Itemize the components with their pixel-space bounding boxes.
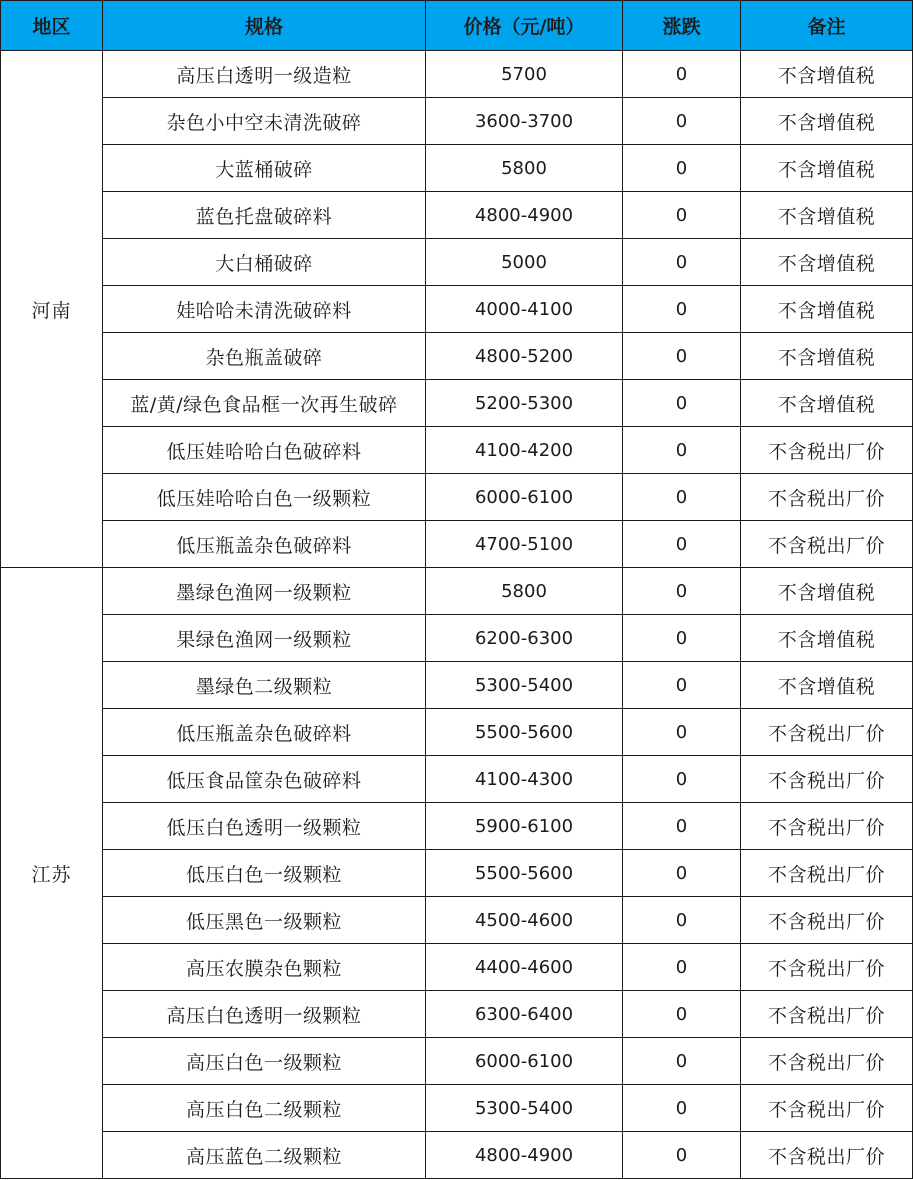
spec-cell: 高压白透明一级造粒 [103,51,426,98]
note-cell: 不含增值税 [741,662,913,709]
table-row [1,709,913,756]
price-cell: 5900-6100 [426,803,623,850]
spec-cell: 高压白色透明一级颗粒 [103,991,426,1038]
spec-cell: 果绿色渔网一级颗粒 [103,615,426,662]
note-cell: 不含增值税 [741,51,913,98]
note-cell: 不含增值税 [741,239,913,286]
note-cell: 不含税出厂价 [741,1085,913,1132]
note-cell: 不含税出厂价 [741,756,913,803]
price-cell: 5800 [426,568,623,615]
price-cell: 5800 [426,145,623,192]
price-cell: 5500-5600 [426,850,623,897]
table-row [1,897,913,944]
change-cell: 0 [623,709,741,756]
price-cell: 3600-3700 [426,98,623,145]
table-row [1,192,913,239]
price-cell: 4700-5100 [426,521,623,568]
price-cell: 6000-6100 [426,1038,623,1085]
price-cell: 4100-4200 [426,427,623,474]
note-cell: 不含税出厂价 [741,521,913,568]
spec-cell: 大蓝桶破碎 [103,145,426,192]
change-cell: 0 [623,615,741,662]
note-cell: 不含税出厂价 [741,1132,913,1179]
change-cell: 0 [623,192,741,239]
spec-cell: 娃哈哈未清洗破碎料 [103,286,426,333]
change-cell: 0 [623,1038,741,1085]
table-row [1,51,913,98]
change-cell: 0 [623,1085,741,1132]
spec-cell: 低压食品筐杂色破碎料 [103,756,426,803]
table-row [1,662,913,709]
change-cell: 0 [623,333,741,380]
change-cell: 0 [623,850,741,897]
spec-cell: 低压娃哈哈白色一级颗粒 [103,474,426,521]
spec-cell: 高压白色一级颗粒 [103,1038,426,1085]
region-cell: 河南 [1,51,103,568]
note-cell: 不含税出厂价 [741,850,913,897]
header-note: 备注 [741,1,913,51]
table-row [1,850,913,897]
table-row [1,615,913,662]
spec-cell: 高压农膜杂色颗粒 [103,944,426,991]
change-cell: 0 [623,380,741,427]
price-cell: 4800-4900 [426,192,623,239]
spec-cell: 高压白色二级颗粒 [103,1085,426,1132]
header-row [1,1,913,51]
spec-cell: 大白桶破碎 [103,239,426,286]
table-row [1,1085,913,1132]
table-row [1,568,913,615]
table-row [1,1038,913,1085]
change-cell: 0 [623,756,741,803]
change-cell: 0 [623,944,741,991]
change-cell: 0 [623,98,741,145]
spec-cell: 墨绿色渔网一级颗粒 [103,568,426,615]
change-cell: 0 [623,568,741,615]
note-cell: 不含税出厂价 [741,897,913,944]
spec-cell: 蓝色托盘破碎料 [103,192,426,239]
spec-cell: 低压黑色一级颗粒 [103,897,426,944]
note-cell: 不含增值税 [741,333,913,380]
change-cell: 0 [623,521,741,568]
table-row [1,474,913,521]
spec-cell: 蓝/黄/绿色食品框一次再生破碎 [103,380,426,427]
spec-cell: 低压瓶盖杂色破碎料 [103,709,426,756]
price-cell: 5200-5300 [426,380,623,427]
note-cell: 不含增值税 [741,98,913,145]
table-row [1,239,913,286]
price-cell: 4400-4600 [426,944,623,991]
price-cell: 6000-6100 [426,474,623,521]
table-row [1,286,913,333]
note-cell: 不含增值税 [741,145,913,192]
spec-cell: 低压白色透明一级颗粒 [103,803,426,850]
note-cell: 不含税出厂价 [741,1038,913,1085]
price-cell: 4800-4900 [426,1132,623,1179]
price-cell: 5500-5600 [426,709,623,756]
price-cell: 5000 [426,239,623,286]
change-cell: 0 [623,474,741,521]
note-cell: 不含增值税 [741,286,913,333]
change-cell: 0 [623,897,741,944]
table-row [1,803,913,850]
table-row [1,380,913,427]
table-body [1,51,913,1179]
table-row [1,944,913,991]
change-cell: 0 [623,286,741,333]
table-row [1,991,913,1038]
price-cell: 4000-4100 [426,286,623,333]
table-row [1,427,913,474]
table-row [1,521,913,568]
spec-cell: 高压蓝色二级颗粒 [103,1132,426,1179]
spec-cell: 墨绿色二级颗粒 [103,662,426,709]
spec-cell: 低压娃哈哈白色破碎料 [103,427,426,474]
price-cell: 5300-5400 [426,662,623,709]
header-change: 涨跌 [623,1,741,51]
note-cell: 不含税出厂价 [741,709,913,756]
change-cell: 0 [623,427,741,474]
note-cell: 不含增值税 [741,615,913,662]
note-cell: 不含增值税 [741,568,913,615]
spec-cell: 低压白色一级颗粒 [103,850,426,897]
table-row [1,145,913,192]
price-cell: 6300-6400 [426,991,623,1038]
header-spec: 规格 [103,1,426,51]
price-cell: 4800-5200 [426,333,623,380]
table-row [1,1132,913,1179]
header-price: 价格（元/吨） [426,1,623,51]
note-cell: 不含税出厂价 [741,991,913,1038]
change-cell: 0 [623,239,741,286]
price-cell: 6200-6300 [426,615,623,662]
change-cell: 0 [623,662,741,709]
header-region: 地区 [1,1,103,51]
note-cell: 不含税出厂价 [741,944,913,991]
table-row [1,98,913,145]
spec-cell: 杂色小中空未清洗破碎 [103,98,426,145]
price-cell: 5700 [426,51,623,98]
spec-cell: 低压瓶盖杂色破碎料 [103,521,426,568]
note-cell: 不含增值税 [741,192,913,239]
price-cell: 4500-4600 [426,897,623,944]
change-cell: 0 [623,803,741,850]
table-header [1,1,913,51]
change-cell: 0 [623,1132,741,1179]
change-cell: 0 [623,145,741,192]
note-cell: 不含税出厂价 [741,427,913,474]
change-cell: 0 [623,51,741,98]
price-cell: 5300-5400 [426,1085,623,1132]
table-row [1,756,913,803]
region-cell: 江苏 [1,568,103,1179]
note-cell: 不含税出厂价 [741,803,913,850]
change-cell: 0 [623,991,741,1038]
table-row [1,333,913,380]
note-cell: 不含税出厂价 [741,474,913,521]
price-cell: 4100-4300 [426,756,623,803]
note-cell: 不含增值税 [741,380,913,427]
spec-cell: 杂色瓶盖破碎 [103,333,426,380]
